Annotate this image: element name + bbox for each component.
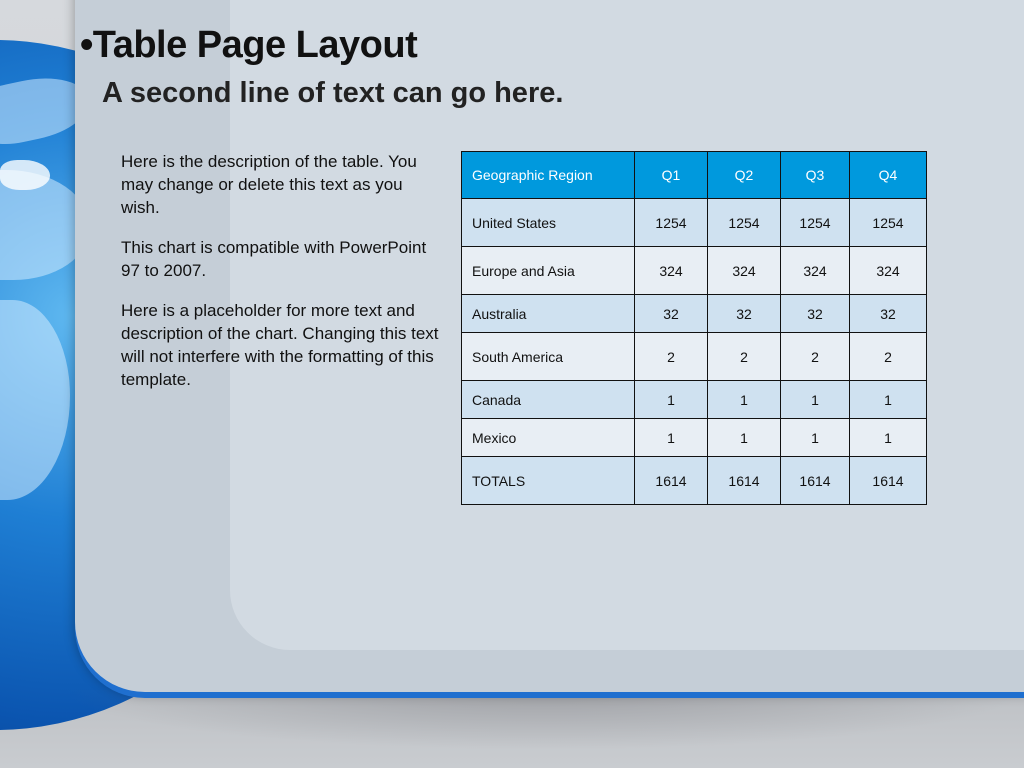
region-cell: Mexico (462, 419, 635, 457)
value-cell: 1 (635, 419, 708, 457)
value-cell: 324 (781, 247, 850, 295)
value-cell: 32 (708, 295, 781, 333)
total-cell: 1614 (635, 457, 708, 505)
table-row (462, 295, 927, 333)
value-cell: 324 (850, 247, 927, 295)
total-cell: 1614 (781, 457, 850, 505)
region-cell: Australia (462, 295, 635, 333)
region-cell: United States (462, 199, 635, 247)
value-cell: 2 (850, 333, 927, 381)
value-cell: 1254 (635, 199, 708, 247)
header-cell-q3: Q3 (781, 152, 850, 199)
value-cell: 324 (635, 247, 708, 295)
value-cell: 32 (781, 295, 850, 333)
region-cell: TOTALS (462, 457, 635, 505)
header-cell-region: Geographic Region (462, 152, 635, 199)
slide-title[interactable]: •Table Page Layout (80, 24, 418, 66)
value-cell: 1254 (850, 199, 927, 247)
value-cell: 1 (850, 381, 927, 419)
region-cell: Canada (462, 381, 635, 419)
value-cell: 1 (850, 419, 927, 457)
region-cell: South America (462, 333, 635, 381)
region-table[interactable] (461, 151, 927, 505)
value-cell: 1 (708, 381, 781, 419)
region-cell: Europe and Asia (462, 247, 635, 295)
description-paragraph: Here is the description of the table. You may change or delete this text as you wish. (121, 152, 417, 217)
value-cell: 324 (708, 247, 781, 295)
value-cell: 2 (635, 333, 708, 381)
value-cell: 2 (708, 333, 781, 381)
value-cell: 32 (850, 295, 927, 333)
value-cell: 1 (708, 419, 781, 457)
header-cell-q1: Q1 (635, 152, 708, 199)
description-paragraph: This chart is compatible with PowerPoint 97 to 2007. (121, 238, 427, 280)
table-row (462, 247, 927, 295)
table-row (462, 381, 927, 419)
value-cell: 1 (781, 381, 850, 419)
header-cell-q4: Q4 (850, 152, 927, 199)
total-cell: 1614 (850, 457, 927, 505)
description-text-box[interactable] (121, 150, 441, 408)
table-header-row (462, 152, 927, 199)
slide-subtitle[interactable]: A second line of text can go here. (102, 77, 564, 109)
value-cell: 2 (781, 333, 850, 381)
value-cell: 1254 (781, 199, 850, 247)
table-row (462, 419, 927, 457)
globe-land (0, 300, 70, 500)
value-cell: 1254 (708, 199, 781, 247)
globe-cloud (0, 160, 50, 190)
floor-shadow (60, 690, 1024, 750)
table-row (462, 333, 927, 381)
value-cell: 1 (635, 381, 708, 419)
value-cell: 1 (781, 419, 850, 457)
total-cell: 1614 (708, 457, 781, 505)
description-paragraph: Here is a placeholder for more text and description of the chart. Changing this text will not interfere with the formatting of this template. (121, 301, 439, 389)
header-cell-q2: Q2 (708, 152, 781, 199)
value-cell: 32 (635, 295, 708, 333)
table-totals-row (462, 457, 927, 505)
table-row (462, 199, 927, 247)
